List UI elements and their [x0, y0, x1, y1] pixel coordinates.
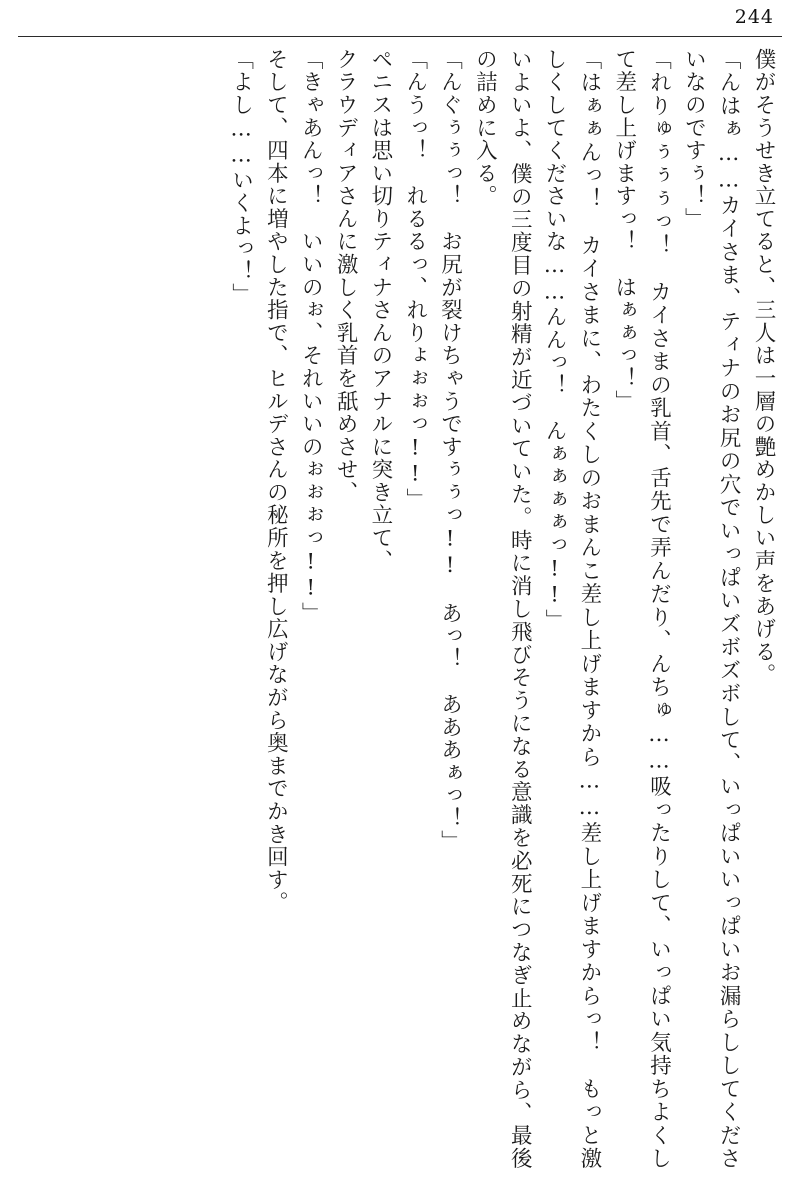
page-body-text [20, 48, 780, 1170]
paragraph: クラウディアさんに激しく乳首を舐めさせ、 [333, 48, 359, 504]
paragraph: そして、四本に増やした指で、ヒルデさんの秘所を押し広げながら奥までかき回す。 [263, 48, 289, 915]
header-rule [18, 36, 782, 37]
paragraph: 「きゃあんっ！ いいのぉ、それいいのぉぉぉっ!!」 [298, 48, 324, 625]
paragraph: 僕がそうせき立てると、三人は一層の艶めかしい声をあげる。 [751, 48, 776, 687]
paragraph: 「れりゅぅぅぅっ！ カイさまの乳首、舌先で弄んだり、んちゅ……吸ったりして、いっぱい気持ちよくして差し上げますっ！ はぁぁっ！」 [611, 48, 672, 1170]
paragraph: 「よし……いくよっ！」 [228, 48, 254, 306]
page-number: 244 [734, 6, 774, 28]
paragraph: ペニスは思い切りティナさんのアナルに突き立て、 [367, 48, 393, 573]
paragraph: 「んはぁ……カイさま、ティナのお尻の穴でいっぱいズボズボして、いっぱいいっぱいお漏らししてくださいなのですぅ！」 [681, 48, 742, 1170]
paragraph: 「んうっ！ れるるっ、れりょぉぉっ!!」 [402, 48, 428, 511]
paragraph: いよいよ、僕の三度目の射精が近づいていた。時に消し飛びそうになる意識を必死につなぎ止めながら、最後の詰めに入る。 [472, 48, 533, 1170]
paragraph: 「はぁぁんっ！ カイさまに、わたくしのおまんこ差し上げますから……差し上げますからっ！ もっと激しくしてくださいな……んんっ！ んぁぁぁぁっ!!」 [542, 48, 602, 1170]
paragraph: 「んぐぅぅっ！ お尻が裂けちゃうですぅぅっ!! あっ！ あああぁっ！」 [437, 48, 463, 853]
